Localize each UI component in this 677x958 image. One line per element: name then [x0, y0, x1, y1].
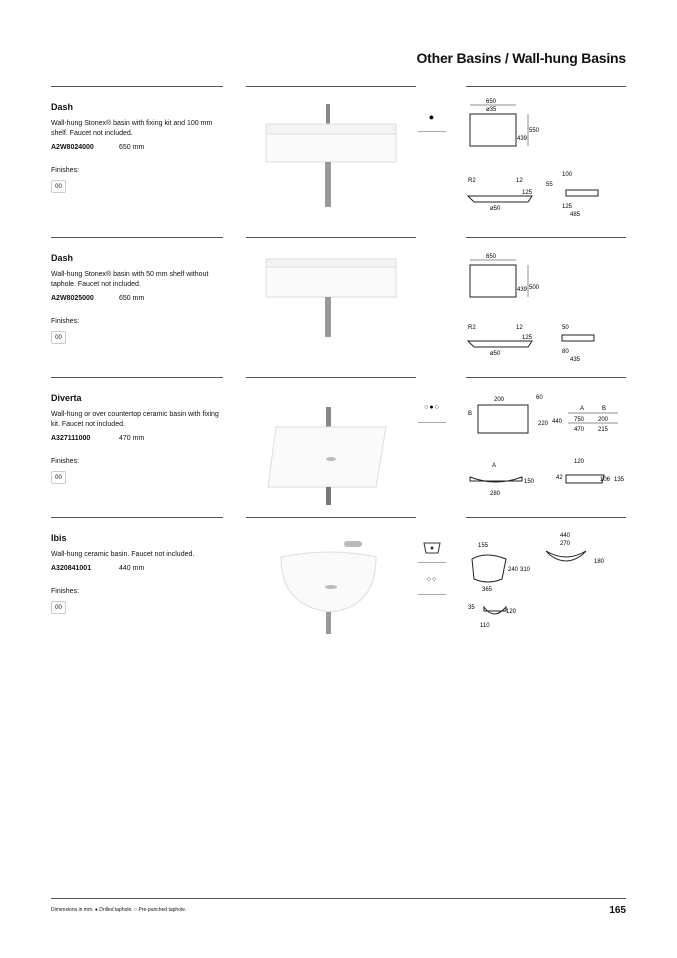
svg-text:42: 42 — [556, 475, 563, 481]
svg-text:120: 120 — [506, 609, 517, 615]
basin-photo — [246, 387, 416, 507]
svg-text:A: A — [492, 463, 497, 469]
dimension-drawing — [466, 383, 628, 513]
svg-text:R2: R2 — [468, 325, 476, 331]
finishes-label: Finishes: — [51, 167, 80, 174]
basin-photo — [246, 247, 416, 367]
svg-text:485: 485 — [570, 212, 581, 218]
svg-text:A: A — [580, 406, 585, 412]
svg-text:120: 120 — [574, 459, 585, 465]
svg-text:500: 500 — [529, 285, 540, 291]
finish-swatch[interactable]: 00 — [51, 471, 66, 484]
svg-text:280: 280 — [490, 491, 501, 497]
product-name: Ibis — [51, 533, 67, 543]
dimension-drawing — [466, 243, 628, 373]
footer-rule — [51, 898, 626, 899]
svg-text:439: 439 — [517, 287, 528, 293]
product-code: A320841001 — [51, 565, 92, 572]
product-info — [51, 533, 223, 614]
page-title: Other Basins / Wall-hung Basins — [416, 50, 626, 66]
product-name: Diverta — [51, 393, 82, 403]
product-size: 440 mm — [119, 565, 145, 572]
svg-text:650: 650 — [486, 99, 497, 105]
svg-text:220: 220 — [538, 421, 549, 427]
svg-text:270: 270 — [560, 541, 571, 547]
svg-text:35: 35 — [468, 605, 475, 611]
taphole-indicator: ○○ — [418, 565, 446, 595]
svg-text:240: 240 — [508, 567, 519, 573]
svg-text:200: 200 — [598, 417, 609, 423]
svg-text:550: 550 — [529, 128, 540, 134]
svg-text:650: 650 — [486, 254, 497, 260]
finish-swatch[interactable]: 00 — [51, 331, 66, 344]
dimension-drawing — [466, 523, 628, 653]
basin-photo — [246, 527, 416, 647]
finishes-label: Finishes: — [51, 458, 80, 465]
svg-text:110: 110 — [480, 623, 490, 629]
svg-text:365: 365 — [482, 587, 493, 593]
svg-text:12: 12 — [516, 325, 523, 331]
svg-text:439: 439 — [517, 136, 528, 142]
product-dash-shelf-100 — [51, 86, 626, 226]
svg-text:150: 150 — [524, 479, 535, 485]
svg-text:12: 12 — [516, 178, 523, 184]
product-info — [51, 253, 223, 344]
product-info — [51, 393, 223, 484]
page-number: 165 — [609, 905, 626, 916]
svg-text:ø50: ø50 — [490, 351, 501, 357]
finish-swatch[interactable]: 00 — [51, 180, 66, 193]
svg-text:125: 125 — [522, 190, 533, 196]
product-description: Wall-hung or over countertop ceramic basin with fixing kit. Faucet not included. — [51, 411, 219, 428]
product-description: Wall-hung ceramic basin. Faucet not included. — [51, 551, 195, 558]
svg-text:180: 180 — [594, 559, 605, 565]
product-code: A2W8024000 — [51, 144, 94, 151]
taphole-indicator: ● — [418, 102, 446, 132]
svg-text:200: 200 — [494, 397, 505, 403]
svg-text:215: 215 — [598, 427, 609, 433]
svg-text:B: B — [468, 411, 473, 417]
product-size: 650 mm — [119, 295, 145, 302]
svg-text:310: 310 — [520, 567, 531, 573]
product-name: Dash — [51, 253, 74, 263]
product-size: 650 mm — [119, 144, 145, 151]
dimension-drawing — [466, 92, 628, 222]
svg-text:155: 155 — [478, 543, 489, 549]
svg-text:125: 125 — [522, 335, 533, 341]
product-code: A2W8025000 — [51, 295, 94, 302]
product-name: Dash — [51, 102, 74, 112]
product-info — [51, 102, 223, 193]
svg-text:106: 106 — [600, 477, 611, 483]
finishes-label: Finishes: — [51, 318, 80, 325]
product-diverta — [51, 377, 626, 517]
taphole-diagram-icon — [418, 533, 446, 563]
svg-text:125: 125 — [562, 204, 573, 210]
basin-photo — [246, 96, 416, 216]
finishes-label: Finishes: — [51, 588, 80, 595]
svg-text:435: 435 — [570, 357, 581, 363]
product-size: 470 mm — [119, 435, 145, 442]
svg-text:440: 440 — [560, 533, 571, 539]
svg-text:ø35: ø35 — [486, 107, 497, 113]
svg-text:R2: R2 — [468, 178, 476, 184]
svg-text:B: B — [602, 406, 607, 412]
product-code: A327111000 — [51, 435, 91, 442]
footer-note: Dimensions in mm. ● Drilled taphole. ○ Pre-punched taphole. — [51, 907, 187, 913]
svg-text:135: 135 — [614, 477, 625, 483]
svg-text:60: 60 — [536, 395, 543, 401]
svg-text:80: 80 — [562, 349, 569, 355]
svg-text:ø50: ø50 — [490, 206, 501, 212]
product-dash-shelf-50 — [51, 237, 626, 377]
product-ibis — [51, 517, 626, 657]
svg-text:100: 100 — [562, 172, 573, 178]
taphole-indicator: ○●○ — [418, 393, 446, 423]
svg-text:750: 750 — [574, 417, 585, 423]
product-description: Wall-hung Stonex® basin with fixing kit and 100 mm shelf. Faucet not included. — [51, 120, 213, 137]
svg-text:440: 440 — [552, 419, 563, 425]
product-description: Wall-hung Stonex® basin with 50 mm shelf without taphole. Faucet not included. — [51, 271, 209, 288]
svg-text:470: 470 — [574, 427, 585, 433]
svg-text:55: 55 — [546, 182, 553, 188]
svg-text:50: 50 — [562, 325, 569, 331]
finish-swatch[interactable]: 00 — [51, 601, 66, 614]
